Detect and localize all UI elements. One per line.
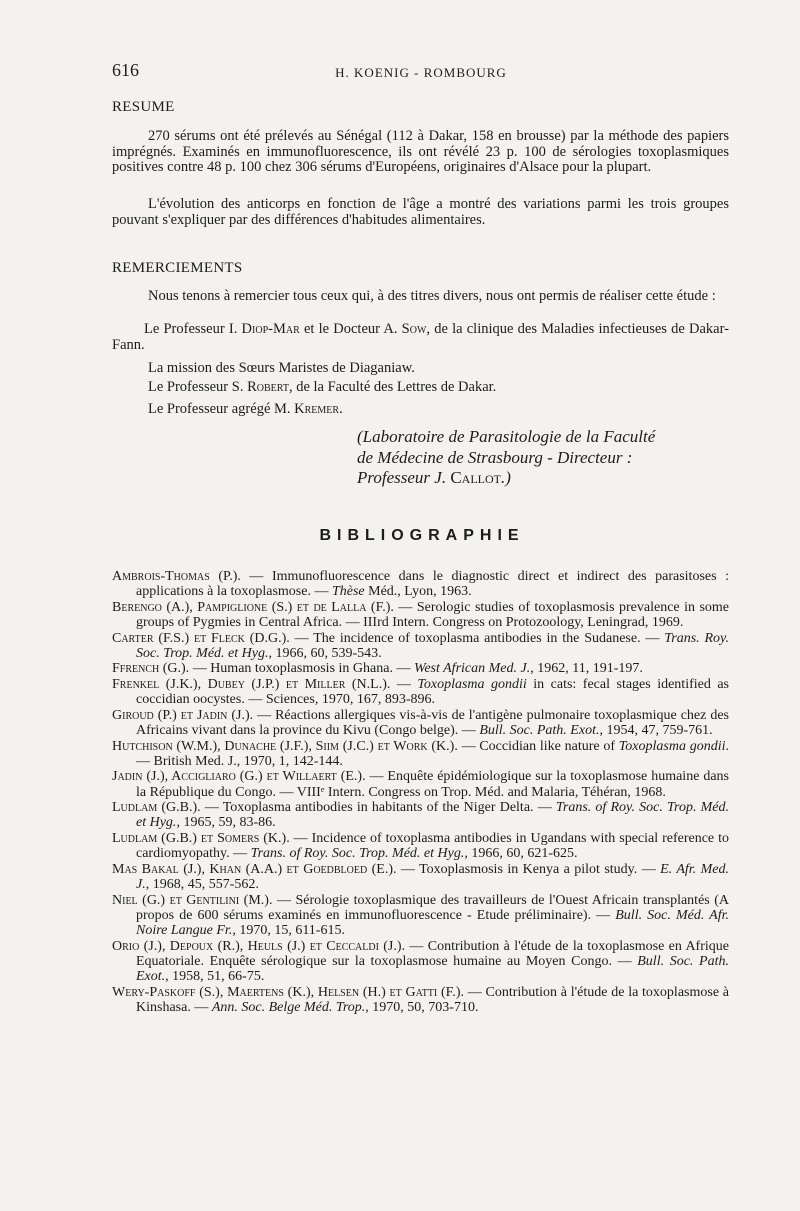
reference-entry: Niel (G.) et Gentilini (M.). — Sérologie toxoplasmique des travailleurs de l'Ouest Africain transplantés (A propos de 600 sérums examinés en immunofluorescence - Etude préliminaire). — Bull. Soc. Méd. Afr. Noire Langue Fr., 1970, 15, 611-615. [112, 892, 730, 938]
signature-line-1: (Laboratoire de Parasitologie de la Faculté [357, 427, 656, 446]
reference-entry: Orio (J.), Depoux (R.), Heuls (J.) et Ceccaldi (J.). — Contribution à l'étude de la toxoplasmose en Afrique Equatoriale. Enquête sérologique sur la toxoplasmose humaine au Moyen Congo. — Bull. Soc. Path. Exot., 1958, 51, 66-75. [112, 938, 729, 984]
resume-paragraph-1: 270 sérums ont été prélevés au Sénégal (112 à Dakar, 158 en brousse) par la méthode des papiers imprégnés. Examinés en immunofluorescence, ils ont révélé 23 p. 100 de sérologies toxoplasmiques positives contre 48 p. 100 chez 306 sérums d'Européens, originaires d'Alsace pour la plupart. [112, 128, 729, 175]
reference-entry: Ffrench (G.). — Human toxoplasmosis in Ghana. — West African Med. J., 1962, 11, 191-197. [112, 661, 643, 677]
resume-heading: RESUME [112, 99, 175, 115]
signature-line-2: de Médecine de Strasbourg - Directeur : [357, 447, 633, 467]
running-title: H. KOENIG - ROMBOURG [335, 65, 507, 80]
reference-entry: Mas Bakal (J.), Khan (A.A.) et Goedbloed (E.). — Toxoplasmosis in Kenya a pilot study. — E. Afr. Med. J., 1968, 45, 557-562. [112, 861, 729, 892]
reference-entry: Wery-Paskoff (S.), Maertens (K.), Helsen (H.) et Gatti (F.). — Contribution à l'étude de la toxoplasmose à Kinshasa. — Ann. Soc. Belge Méd. Trop., 1970, 50, 703-710. [112, 984, 730, 1015]
remerciements-paragraph-3: La mission des Sœurs Maristes de Diaganiaw. [148, 360, 415, 376]
reference-entry: Giroud (P.) et Jadin (J.). — Réactions allergiques vis-à-vis de l'antigène pulmonaire toxoplasmique chez des Africains vivant dans la province du Kivu (Congo belge). — Bull. Soc. Path. Exot., 1954, 47, 759-761. [112, 707, 729, 738]
remerciements-paragraph-2: Le Professeur I. Diop-Mar et le Docteur A. Sow, de la clinique des Maladies infectieuses de Dakar-Fann. [112, 321, 729, 353]
page-number: 616 [112, 60, 139, 80]
laboratory-signature [357, 427, 729, 489]
remerciements-paragraph-1: Nous tenons à remercier tous ceux qui, à des titres divers, nous ont permis de réaliser cette étude : [148, 288, 716, 304]
reference-entry: Frenkel (J.K.), Dubey (J.P.) et Miller (N.L.). — Toxoplasma gondii in cats: fecal stages identified as coccidian oocystes. — Sciences, 1970, 167, 893-896. [112, 676, 729, 708]
reference-entry: Jadin (J.), Accigliaro (G.) et Willaert (E.). — Enquête épidémiologique sur la toxoplasmose humaine dans la République du Congo. — VIIIᵉ Intern. Congress on Trop. Méd. and Malaria, Téhéran, 1968. [112, 769, 729, 800]
reference-entry: Ludlam (G.B.). — Toxoplasma antibodies in habitants of the Niger Delta. — Trans. of Roy. Soc. Trop. Méd. et Hyg., 1965, 59, 83-86. [112, 800, 729, 831]
remerciements-paragraph-5: Le Professeur agrégé M. Kremer. [148, 401, 343, 417]
remerciements-heading: REMERCIEMENTS [112, 260, 243, 276]
bibliography-list [112, 569, 729, 1015]
reference-entry: Berengo (A.), Pampiglione (S.) et de Lalla (F.). — Serologic studies of toxoplasmosis prevalence in some groups of Pygmies in Central Africa. — IIIrd Intern. Congress on Protozoology, Leningrad, 1969. [112, 599, 730, 630]
reference-entry: Hutchison (W.M.), Dunache (J.F.), Siim (J.C.) et Work (K.). — Coccidian like nature of Toxoplasma gondii. — British Med. J., 1970, 1, 142-144. [112, 738, 729, 769]
reference-entry: Ambrois-Thomas (P.). — Immunofluorescence dans le diagnostic direct et indirect des parasitoses : applications à la toxoplasmose. — Thèse Méd., Lyon, 1963. [112, 569, 729, 600]
remerciements-paragraph-4: Le Professeur S. Robert, de la Faculté des Lettres de Dakar. [148, 379, 497, 395]
resume-paragraph-2: L'évolution des anticorps en fonction de l'âge a montré des variations parmi les trois groupes pouvant s'expliquer par des différences d'habitudes alimentaires. [112, 196, 729, 228]
reference-entry: Ludlam (G.B.) et Somers (K.). — Incidence of toxoplasma antibodies in Ugandans with special reference to cardiomyopathy. — Trans. of Roy. Soc. Trop. Méd. et Hyg., 1966, 60, 621-625. [112, 830, 729, 862]
page-header [112, 60, 730, 86]
signature-line-3: Professeur J. Callot.) [357, 468, 511, 487]
reference-entry: Carter (F.S.) et Fleck (D.G.). — The incidence of toxoplasma antibodies in the Sudanese. — Trans. Roy. Soc. Trop. Méd. et Hyg., 1966, 60, 539-543. [112, 630, 729, 661]
bibliography-title: BIBLIOGRAPHIE [319, 527, 525, 544]
